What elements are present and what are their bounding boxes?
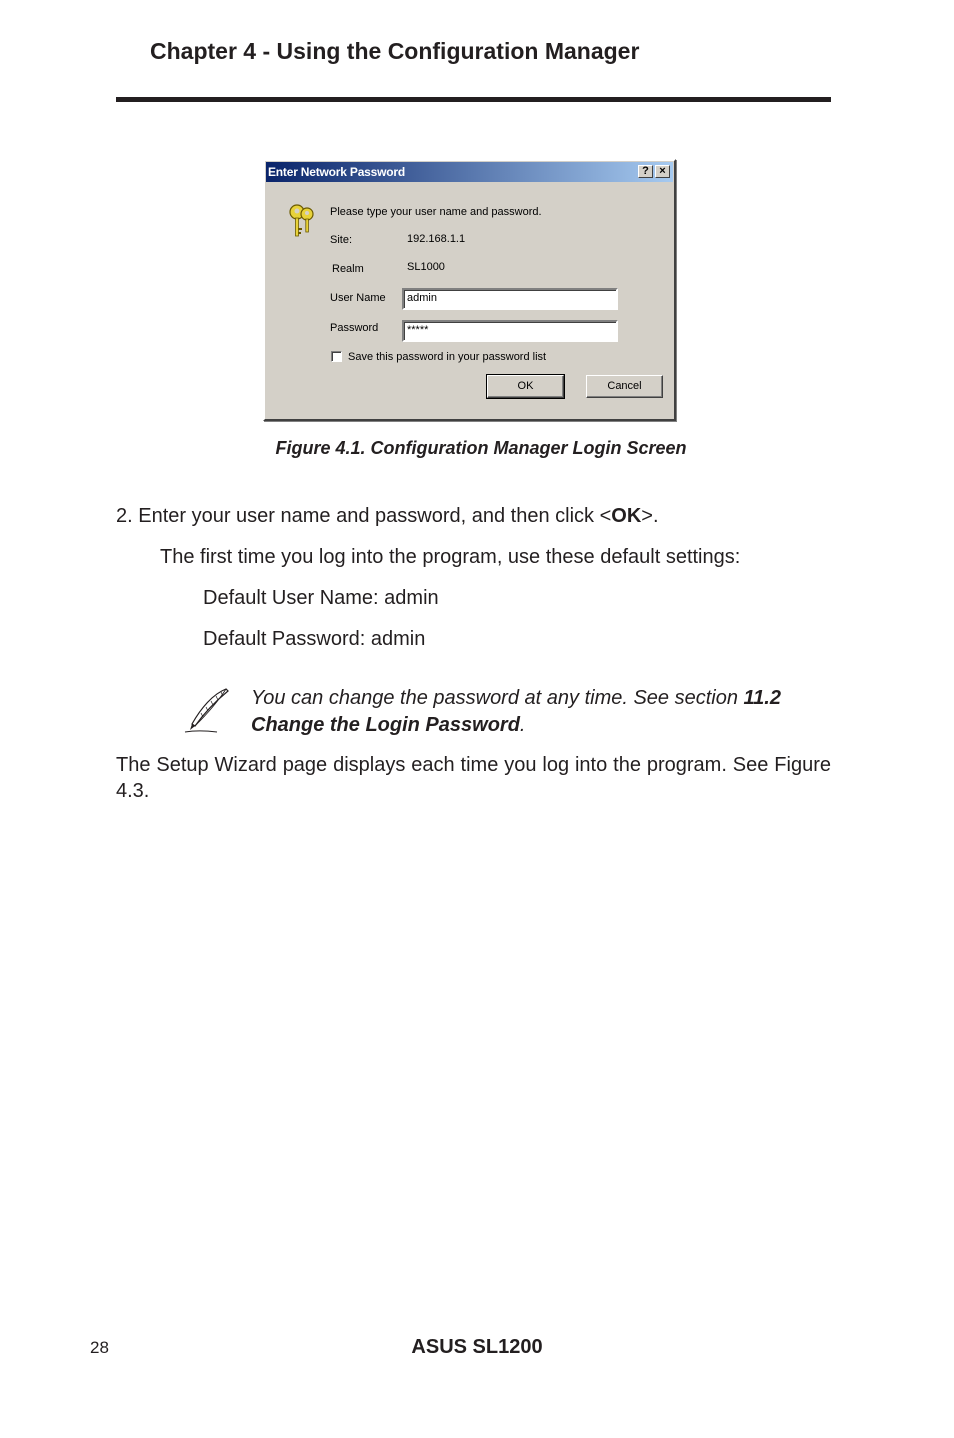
step-prefix: 2. Enter your user name and password, and then click <: [116, 505, 612, 527]
step-ok: OK: [611, 505, 642, 527]
password-field[interactable]: *****: [402, 320, 618, 342]
dialog-prompt: Please type your user name and password.: [330, 206, 542, 218]
login-dialog: [263, 159, 676, 421]
header-rule: [116, 97, 831, 102]
save-password-label[interactable]: Save this password in your password list: [348, 351, 547, 363]
password-label: Password: [330, 322, 379, 334]
page-number: 28: [90, 1338, 109, 1357]
step-suffix: >.: [641, 505, 659, 527]
close-button[interactable]: ×: [655, 165, 670, 178]
realm-value: SL1000: [407, 261, 445, 273]
figure-caption: Figure 4.1. Configuration Manager Login Screen: [275, 438, 687, 458]
dialog-title: Enter Network Password: [268, 165, 405, 179]
step-text: [116, 503, 659, 529]
realm-label: Realm: [332, 263, 364, 275]
note-suffix: .: [519, 714, 526, 736]
wizard-text: The Setup Wizard page displays each time you log into the program. See Figure 4.3.: [116, 754, 831, 802]
note-text: [251, 685, 831, 739]
default-password: Default Password: admin: [203, 628, 426, 650]
save-password-checkbox[interactable]: [331, 351, 342, 362]
ok-button[interactable]: OK: [487, 375, 564, 398]
cancel-button[interactable]: Cancel: [586, 375, 663, 398]
default-username: Default User Name: admin: [203, 587, 439, 609]
chapter-title: Chapter 4 - Using the Configuration Manager: [150, 38, 640, 64]
username-field[interactable]: admin: [402, 288, 618, 310]
footer-product: ASUS SL1200: [411, 1336, 543, 1358]
note-pen-icon: [183, 686, 233, 736]
username-label: User Name: [330, 292, 386, 304]
help-button[interactable]: ?: [638, 165, 653, 178]
dialog-titlebar: [266, 162, 673, 182]
site-label: Site:: [330, 234, 353, 246]
first-time-text: The first time you log into the program, use these default settings:: [160, 546, 741, 568]
keys-icon: [287, 201, 321, 241]
note-section-link: 11.2 Change the Login Password: [251, 687, 781, 736]
note-prefix: You can change the password at any time. See section: [251, 687, 744, 709]
site-value: 192.168.1.1: [407, 233, 466, 245]
